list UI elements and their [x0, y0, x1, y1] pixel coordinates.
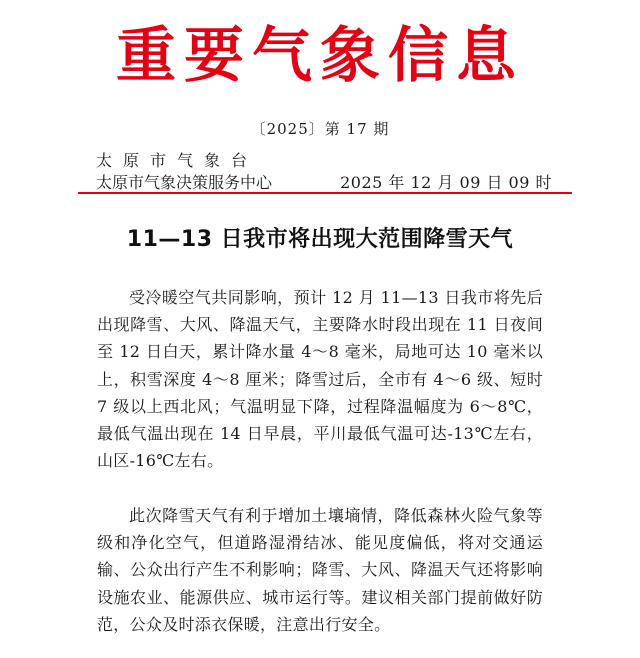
issuer-observatory: 太原市气象台 — [96, 151, 259, 170]
masthead-title: 重要气象信息 — [116, 21, 524, 91]
issue-date: 2025 年 12 月 09 日 09 时 — [340, 173, 552, 192]
headline: 11—13 日我市将出现大范围降雪天气 — [126, 227, 514, 252]
issuer-service-center: 太原市气象决策服务中心 — [96, 173, 273, 192]
body-paragraph-2: 此次降雪天气有利于增加土壤墒情，降低森林火险气象等级和净化空气，但道路湿滑结冰、能见度偏低，将对交通运输、公众出行产生不利影响；降雪、大风、降温天气还将影响设施农业、能源供应、城市运行等。建议相关部门提前做好防范，公众及时添衣保暖，注意出行安全。 — [97, 506, 543, 634]
body-paragraph-1: 受冷暖空气共同影响，预计 12 月 11—13 日我市将先后出现降雪、大风、降温天气，主要降水时段出现在 11 日夜间至 12 日白天，累计降水量 4～8 毫米，局地可达 10 毫米以上，积雪深度 4～8 厘米；降雪过后，全市有 4～6 级、短时 7 级以上西北风；气温明显下降，过程降温幅度为 6～8℃，最低气温出现在 14 日早晨，平川最低气温可达-13℃左右，山区-16℃左右。 — [97, 288, 543, 471]
red-divider-rule — [78, 192, 572, 194]
issue-number: 〔2025〕第 17 期 — [250, 120, 390, 138]
